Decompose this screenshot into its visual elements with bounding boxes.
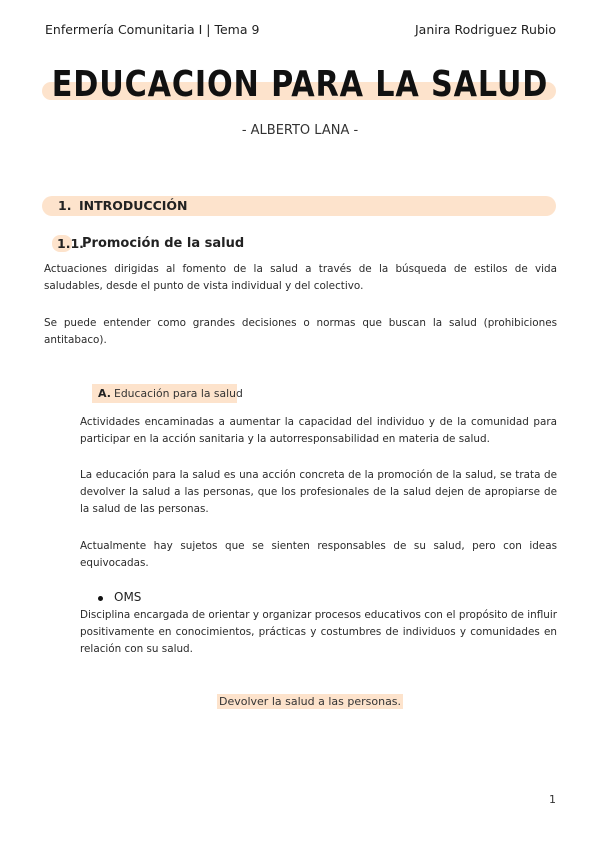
paragraph: Actividades encaminadas a aumentar la capacidad del individuo y de la comunidad para participar en la acción sanitaria y la autorresponsabilidad en materia de salud. — [80, 416, 557, 445]
paragraph: Se puede entender como grandes decisiones o normas que buscan la salud (prohibiciones antitabaco). — [44, 317, 557, 346]
highlighted-note: Devolver la salud a las personas. — [219, 695, 402, 708]
subsection-title: Promoción de la salud — [82, 236, 245, 251]
oms-definition: Disciplina encargada de orientar y organizar procesos educativos con el propósito de influir positivamente en conocimientos, prácticas y costumbres de individuos y comunidades en relación con su salud. — [80, 609, 557, 655]
page-title: EDUCACION PARA LA SALUD — [51, 64, 549, 105]
page-subtitle: - ALBERTO LANA - — [241, 123, 359, 138]
header-left: Enfermería Comunitaria I | Tema 9 — [45, 22, 260, 37]
subsection-a-letter: A. — [98, 387, 111, 400]
bullet-icon — [98, 596, 103, 601]
paragraph: La educación para la salud es una acción concreta de la promoción de la salud, se trata de devolver la salud a las personas, que los profesionales de la salud dejen de apropiarse de la salud de las personas. — [80, 469, 557, 515]
subsection-number: 1.1. — [57, 236, 84, 251]
oms-label: OMS — [114, 590, 142, 604]
paragraph: Actualmente hay sujetos que se sienten responsables de su salud, pero con ideas equivocadas. — [80, 540, 557, 569]
section-number: 1. — [58, 198, 72, 213]
header-right: Janira Rodriguez Rubio — [414, 22, 556, 37]
paragraph: Actuaciones dirigidas al fomento de la salud a través de la búsqueda de estilos de vida saludables, desde el punto de vista individual y del colectivo. — [44, 263, 557, 292]
section-title: INTRODUCCIÓN — [79, 198, 188, 213]
page-number: 1 — [549, 793, 556, 806]
subsection-a-title: Educación para la salud — [114, 387, 243, 400]
